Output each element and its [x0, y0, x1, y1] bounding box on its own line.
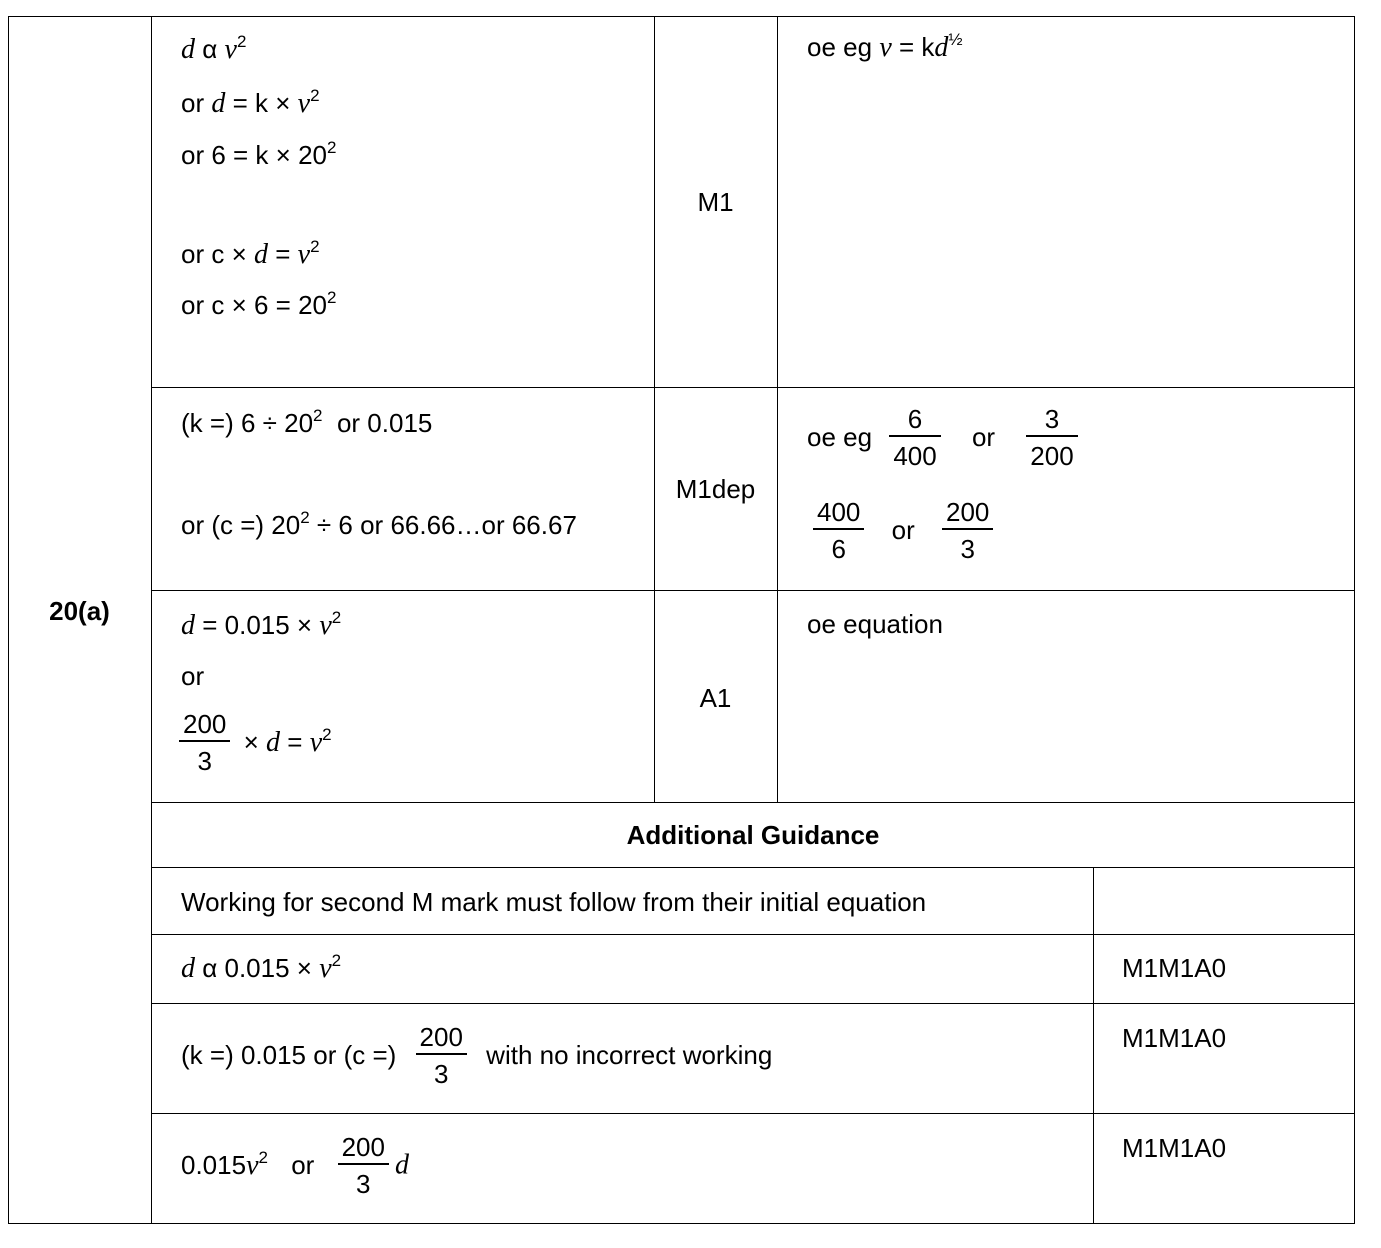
row1-answer-line2: or $d = k \times v^2$	[181, 86, 320, 119]
guidance-row-2-mark: M1M1A0	[1122, 953, 1227, 983]
question-number: 20(a)	[49, 596, 110, 626]
guidance-row-3-text: (k =) 0.015 or (c =) $\frac{200}{3}$ with no incorrect working	[181, 1022, 773, 1089]
row1-answer-cell	[151, 16, 654, 387]
row1-answer-line4: or $c \times d = v^2$	[181, 237, 320, 270]
row1-answer-line3: or $6 = k \times 20^2$	[181, 138, 337, 170]
guidance-row-3-mark: M1M1A0	[1122, 1023, 1227, 1053]
guidance-row-4-text: $0.015v^2$ or $\frac{200}{3}$ d	[181, 1132, 409, 1199]
row3-answer-line2: or	[181, 661, 205, 691]
guidance-heading: Additional Guidance	[626, 820, 880, 850]
row1-answer-line5: or $c \times 6 = 20^2$	[181, 288, 337, 320]
fraction: $\frac{6}{400}$	[889, 406, 940, 469]
row2-comments-line2: $\frac{400}{6}$ or $\frac{200}{3}$	[807, 499, 999, 562]
guidance-row-2-text: d α $0.015 \times v^2$	[181, 951, 342, 984]
row1-mark: M1	[697, 187, 734, 217]
row3-mark: A1	[699, 683, 732, 713]
fraction: $\frac{200}{3}$	[179, 711, 230, 774]
row3-comments: oe equation	[807, 609, 943, 639]
row1-answer-line1: d α $v^2$	[181, 32, 247, 65]
fraction: $\frac{200}{3}$	[942, 499, 993, 562]
row1-comments: oe eg $v = kd^{\frac{1}{2}}$	[807, 30, 963, 63]
row2-comments-line1: oe eg $\frac{6}{400}$ or $\frac{3}{200}$	[807, 406, 1084, 469]
row3-answer-line1: $d = 0.015 \times v^2$	[181, 608, 342, 641]
row3-answer-line3: $\frac{200}{3}$ × $d = v^2$	[179, 711, 332, 774]
row2-answer-line2: or (c =) $20^2 \div 6$ or 66.66…or 66.67	[181, 508, 577, 540]
row2-answer-line1: (k =) $6 \div 20^2$ or 0.015	[181, 406, 433, 438]
fraction: $\frac{200}{3}$	[338, 1134, 389, 1197]
guidance-row-4-mark: M1M1A0	[1122, 1133, 1227, 1163]
fraction: $\frac{200}{3}$	[416, 1024, 467, 1087]
fraction: $\frac{400}{6}$	[813, 499, 864, 562]
row2-mark: M1dep	[675, 474, 756, 504]
fraction: $\frac{3}{200}$	[1026, 406, 1077, 469]
guidance-row-1-text: Working for second M mark must follow from their initial equation	[181, 887, 927, 917]
